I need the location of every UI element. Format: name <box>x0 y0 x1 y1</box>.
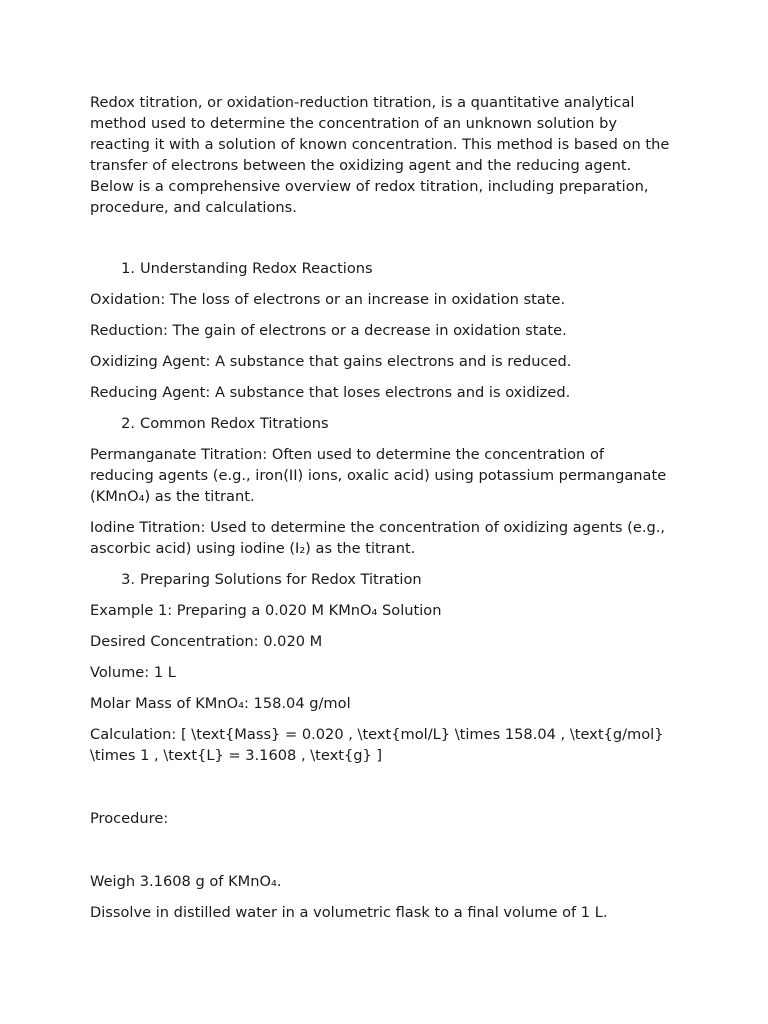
calculation: Calculation: [ \text{Mass} = 0.020 , \text{mol/L} \times 158.04 , \text{g/mol} \times 1 , \text{L} = 3.1608 , \text{g} ] <box>90 726 664 764</box>
permanganate-titration-paragraph: Permanganate Titration: Often used to determine the concentration of reducing agents (e.g., iron(II) ions, oxalic acid) using potassium permanganate (KMnO₄) as the titrant. <box>90 446 667 505</box>
definition-oxidizing-agent: Oxidizing Agent: A substance that gains electrons and is reduced. <box>90 353 572 370</box>
procedure-step-2: Dissolve in distilled water in a volumetric flask to a final volume of 1 L. <box>90 904 608 921</box>
section-title: Understanding Redox Reactions <box>140 260 373 277</box>
section-title: Common Redox Titrations <box>140 415 329 432</box>
section-heading-2 <box>90 413 670 434</box>
desired-concentration: Desired Concentration: 0.020 M <box>90 633 323 650</box>
section-number: 3. <box>121 571 135 588</box>
procedure-label: Procedure: <box>90 810 169 827</box>
molar-mass: Molar Mass of KMnO₄: 158.04 g/mol <box>90 695 351 712</box>
definition-oxidation: Oxidation: The loss of electrons or an increase in oxidation state. <box>90 291 566 308</box>
section-title: Preparing Solutions for Redox Titration <box>140 571 422 588</box>
section-number: 2. <box>121 415 135 432</box>
volume: Volume: 1 L <box>90 664 176 681</box>
intro-paragraph: Redox titration, or oxidation-reduction titration, is a quantitative analytical method used to determine the concentration of an unknown solution by reacting it with a solution of known concentration. This method is based on the transfer of electrons between the oxidizing agent and the reducing agent. Below is a comprehensive overview of redox titration, including preparation, procedure, and calculations. <box>90 94 670 216</box>
section-number: 1. <box>121 260 135 277</box>
procedure-step-1: Weigh 3.1608 g of KMnO₄. <box>90 873 282 890</box>
definition-reducing-agent: Reducing Agent: A substance that loses electrons and is oxidized. <box>90 384 571 401</box>
definition-reduction: Reduction: The gain of electrons or a decrease in oxidation state. <box>90 322 567 339</box>
section-heading-1 <box>90 258 670 279</box>
example-title: Example 1: Preparing a 0.020 M KMnO₄ Solution <box>90 602 442 619</box>
document-page <box>90 92 670 933</box>
section-heading-3 <box>90 569 670 590</box>
iodine-titration-paragraph: Iodine Titration: Used to determine the concentration of oxidizing agents (e.g., ascorbic acid) using iodine (I₂) as the titrant. <box>90 519 666 557</box>
